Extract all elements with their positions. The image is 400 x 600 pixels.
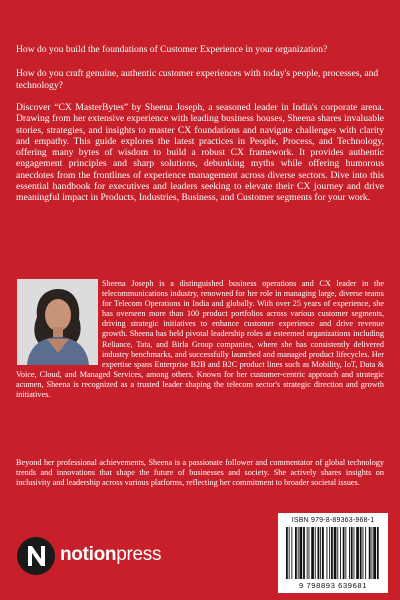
publisher-name	[60, 544, 161, 566]
barcode-digits: 9 798893 639681	[298, 581, 368, 590]
barcode-bar	[334, 527, 337, 579]
isbn-barcode-box	[278, 513, 388, 593]
barcode-bar	[291, 527, 292, 579]
barcode-bar	[345, 527, 346, 579]
book-blurb: Discover “CX MasterBytes” by Sheena Joseph, a seasoned leader in India's corporate arena. Drawing from her extensive experience with leading business houses, Sheena shares invaluable stories, strategies, and insights to master CX foundations and navigate challenges with clarity and empathy. This guide explores the latest practices in People, Process, and Technology, offering many bytes of wisdom to build a robust CX framework. It provides authentic engagement principles and sharp solutions, debunking myths while offering humorous anecdotes from the frontlines of experience management across diverse sectors. Dive into this essential handbook for executives and leaders seeking to elevate their CX journey and drive meaningful impact in Products, Industries, Business, and Customer segments for your work.	[16, 102, 384, 204]
barcode-icon	[286, 527, 380, 579]
barcode-bar	[322, 527, 324, 579]
barcode-bar	[354, 527, 355, 579]
notionpress-n-icon	[16, 536, 56, 576]
author-closing-paragraph: Beyond her professional achievements, Sheena is a passionate follower and commentator of global technology trends and innovations that shape the future of businesses and society. She actively shares insights on inclusivity and leadership across various platforms, reflecting her commitment to broader societal issues.	[16, 458, 384, 488]
barcode-bar	[311, 527, 314, 579]
publisher-name-light: press	[116, 544, 162, 565]
barcode-bar	[295, 527, 297, 579]
publisher-name-bold: notion	[60, 544, 117, 565]
publisher-logo	[16, 536, 176, 576]
photo-text-wrap-spacer	[16, 279, 102, 368]
barcode-bar	[343, 527, 345, 579]
barcode-bar	[373, 527, 376, 579]
barcode-bar	[337, 527, 338, 579]
barcode-bar	[318, 527, 320, 579]
barcode-bar	[320, 527, 321, 579]
barcode-bar	[286, 527, 288, 579]
barcode-bar	[356, 527, 359, 579]
barcode-bar	[340, 527, 341, 579]
barcode-bar	[349, 527, 350, 579]
barcode-bar	[327, 527, 328, 579]
barcode-bar	[300, 527, 303, 579]
author-bio	[16, 279, 384, 400]
barcode-bar	[298, 527, 299, 579]
question-2: How do you craft genuine, authentic customer experiences with today's people, processes, and technology?	[16, 68, 379, 91]
barcode-bar	[351, 527, 353, 579]
barcode-bar	[289, 527, 290, 579]
barcode-bar	[303, 527, 305, 579]
barcode-bar	[307, 527, 308, 579]
barcode-bar	[372, 527, 373, 579]
barcode-bar	[315, 527, 316, 579]
barcode-bar	[365, 527, 366, 579]
barcode-bar	[363, 527, 364, 579]
barcode-bar	[360, 527, 362, 579]
barcode-bar	[329, 527, 330, 579]
isbn-label: ISBN 979-8-89363-968-1	[291, 517, 375, 524]
barcode-bar	[369, 527, 371, 579]
author-bio-text: Sheena Joseph is a distinguished business operations and CX leader in the telecommunications industry, renowned for her role in managing large, diverse teams for Telecom Operations in India and globally. With over 25 years of experience, she has overseen more than 100 product portfolios across various customer segments, driving strategic initiatives to enhance customer experience and drive revenue growth. Sheena has held pivotal leadership roles at esteemed organizations including Reliance, Tata, and Birla Group companies, where she has consistently delivered industry benchmarks, and successfully launched and managed product lifecycles. Her expertise spans Enterprise B2B and B2C product lines such as Mobility, IoT, Data & Voice, Cloud, and Managed Services, among others. Known for her customer-centric approach and strategic acumen, Sheena is recognized as a trusted leader shaping the telecom sector's strategic direction and growth initiatives.	[16, 279, 384, 400]
barcode-bar	[331, 527, 333, 579]
barcode-bar	[377, 527, 379, 579]
question-1: How do you build the foundations of Customer Experience in your organization?	[16, 44, 328, 55]
barcode-bar	[309, 527, 310, 579]
